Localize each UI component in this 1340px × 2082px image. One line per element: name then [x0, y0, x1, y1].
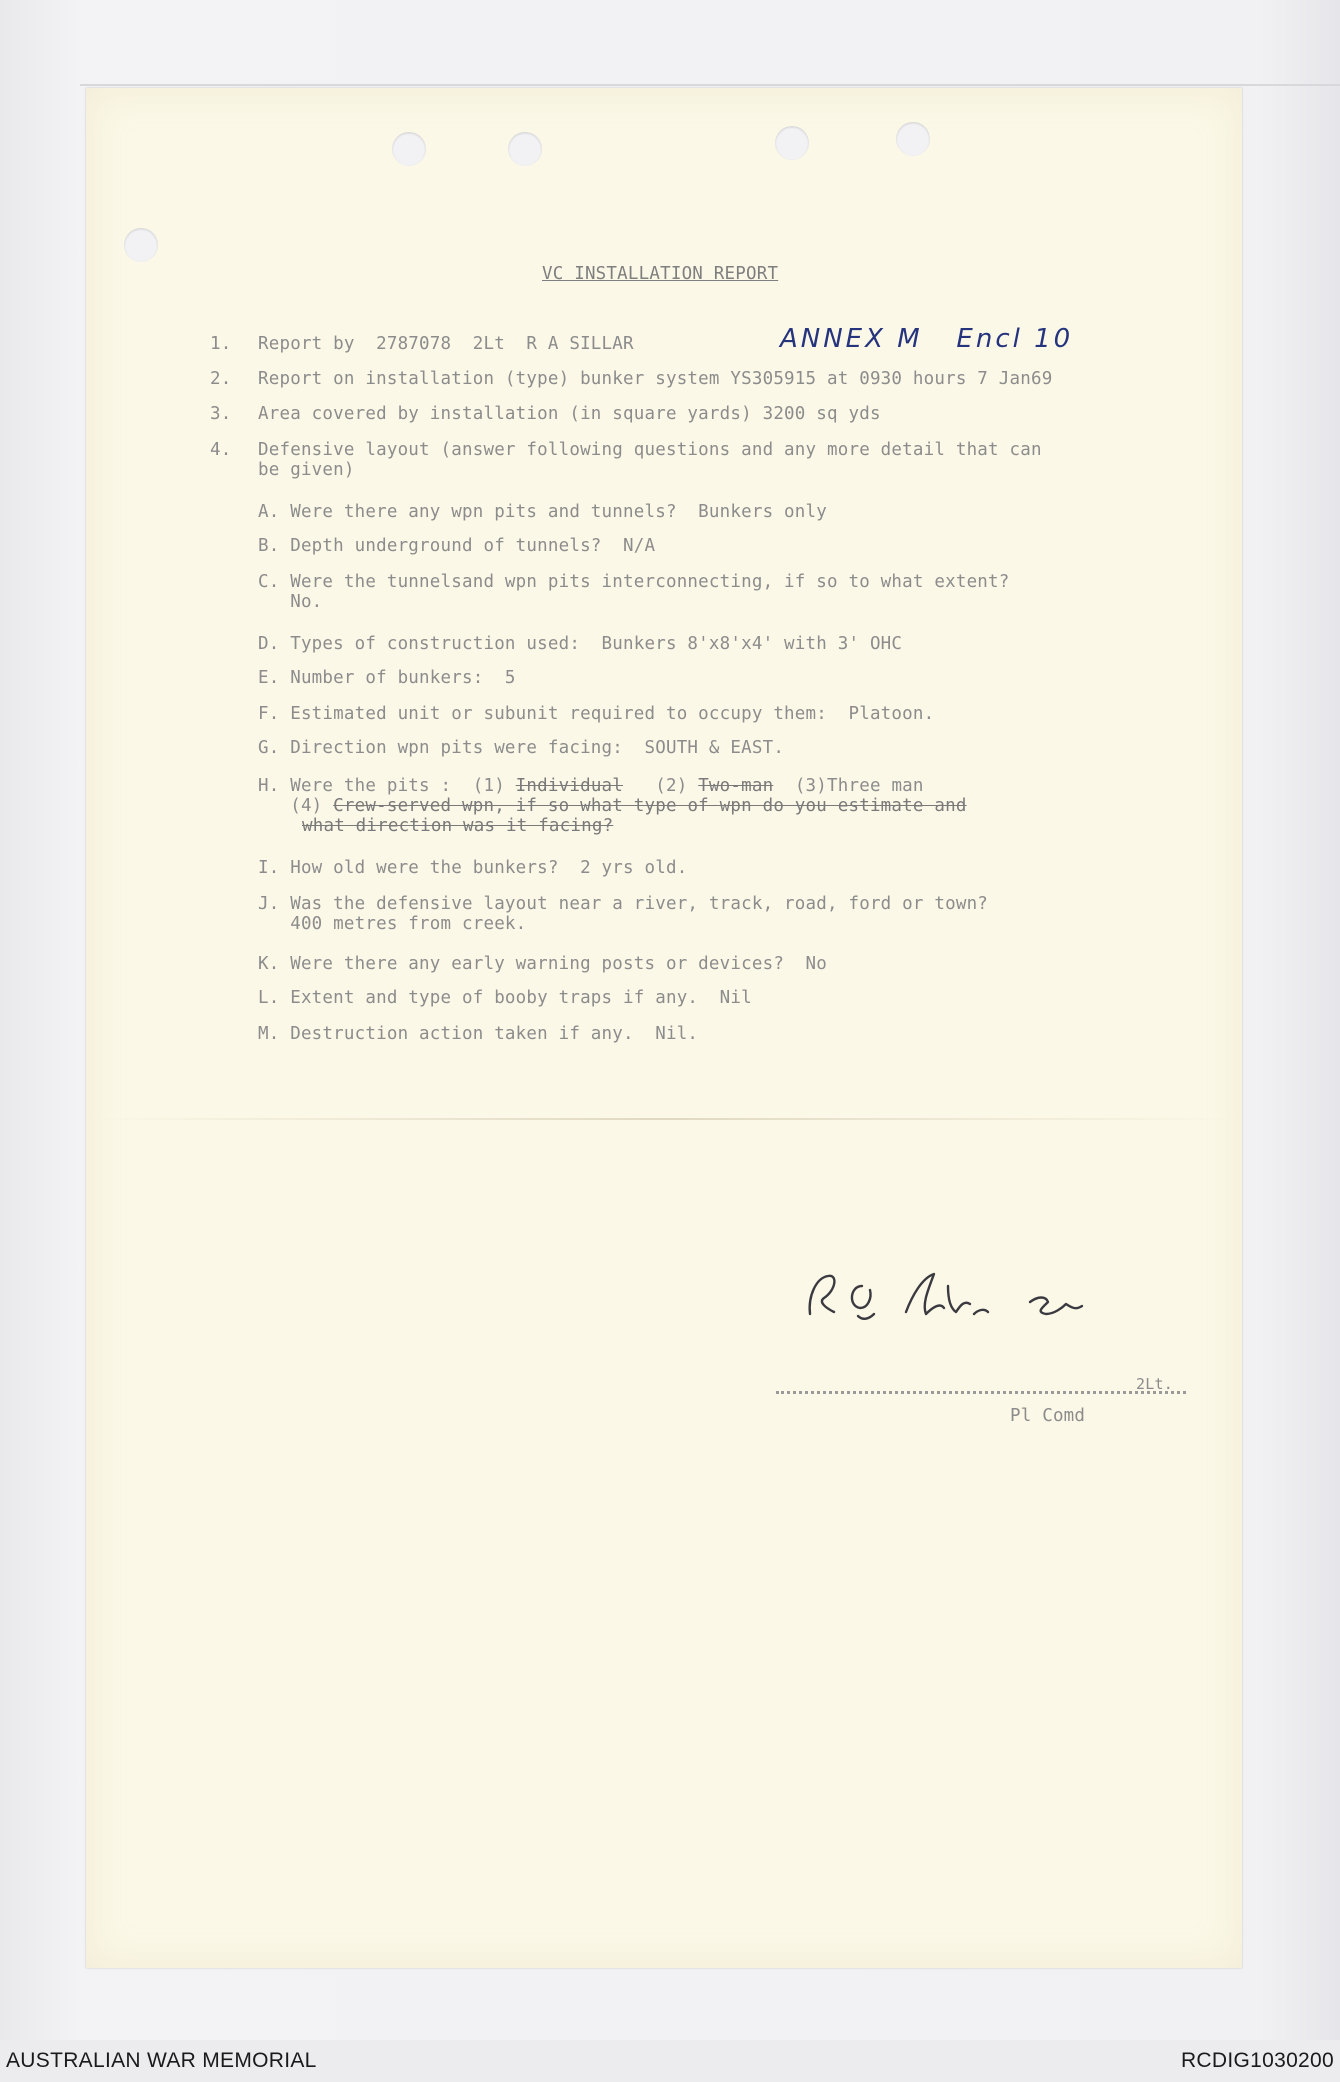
punch-hole	[775, 126, 809, 160]
question-h	[258, 776, 924, 796]
question-h-line2-prefix: (4)	[258, 796, 334, 816]
question-b: B. Depth underground of tunnels? N/A	[258, 536, 656, 556]
annex-handwritten-note: ANNEX M Encl 10	[780, 324, 1074, 354]
signature-role: Pl Comd	[1010, 1406, 1086, 1426]
question-j: J. Was the defensive layout near a river, track, road, ford or town?	[258, 894, 989, 914]
question-a: A. Were there any wpn pits and tunnels? Bunkers only	[258, 502, 828, 522]
item-3-text: Area covered by installation (in square yards) 3200 sq yds	[258, 404, 881, 424]
signature-rank: 2Lt.	[1136, 1375, 1173, 1393]
item-4-text: Defensive layout (answer following questions and any more detail that can	[258, 440, 1042, 460]
question-h-line3-struck: what direction was it facing?	[302, 816, 614, 836]
item-2-text: Report on installation (type) bunker system YS305915 at 0930 hours 7 Jan69	[258, 369, 1053, 389]
signature-dotted-line	[776, 1391, 1186, 1394]
question-l: L. Extent and type of booby traps if any. Nil	[258, 988, 752, 1008]
punch-hole	[124, 228, 158, 262]
punch-hole	[392, 132, 426, 166]
question-g: G. Direction wpn pits were facing: SOUTH & EAST.	[258, 738, 785, 758]
question-h-twoman-struck: Two-man	[698, 776, 774, 796]
question-h-individual-struck: Individual	[515, 776, 624, 796]
scan-edge	[80, 84, 1340, 86]
question-c-answer: No.	[258, 592, 323, 612]
question-h-three-man: (3)Three man	[773, 776, 924, 796]
document-page	[86, 88, 1242, 1968]
item-4-text-continued: be given)	[258, 460, 355, 480]
question-h-prefix: H. Were the pits : (1)	[258, 776, 516, 796]
question-e: E. Number of bunkers: 5	[258, 668, 516, 688]
question-h-mid: (2)	[623, 776, 699, 796]
question-h-line2	[258, 796, 967, 816]
question-f: F. Estimated unit or subunit required to occupy them: Platoon.	[258, 704, 935, 724]
footer-right-id: RCDIG1030200	[1180, 2049, 1334, 2072]
item-1-text: Report by 2787078 2Lt R A SILLAR	[258, 334, 634, 354]
punch-hole	[508, 132, 542, 166]
item-1-number: 1.	[210, 334, 232, 354]
footer-left-credit: AUSTRALIAN WAR MEMORIAL	[6, 2049, 317, 2072]
report-title: VC INSTALLATION REPORT	[542, 264, 779, 284]
item-2-number: 2.	[210, 369, 232, 389]
item-4-number: 4.	[210, 440, 232, 460]
question-c: C. Were the tunnelsand wpn pits interconnecting, if so to what extent?	[258, 572, 1010, 592]
question-i: I. How old were the bunkers? 2 yrs old.	[258, 858, 688, 878]
punch-hole	[896, 122, 930, 156]
item-3-number: 3.	[210, 404, 232, 424]
question-h-crew-struck: Crew-served wpn, if so what type of wpn do you estimate and	[333, 796, 967, 816]
paper-fold	[86, 1118, 1242, 1120]
question-d: D. Types of construction used: Bunkers 8'x8'x4' with 3' OHC	[258, 634, 903, 654]
handwritten-signature	[712, 1256, 1132, 1332]
question-k: K. Were there any early warning posts or devices? No	[258, 954, 828, 974]
question-j-answer: 400 metres from creek.	[258, 914, 527, 934]
question-m: M. Destruction action taken if any. Nil.	[258, 1024, 699, 1044]
